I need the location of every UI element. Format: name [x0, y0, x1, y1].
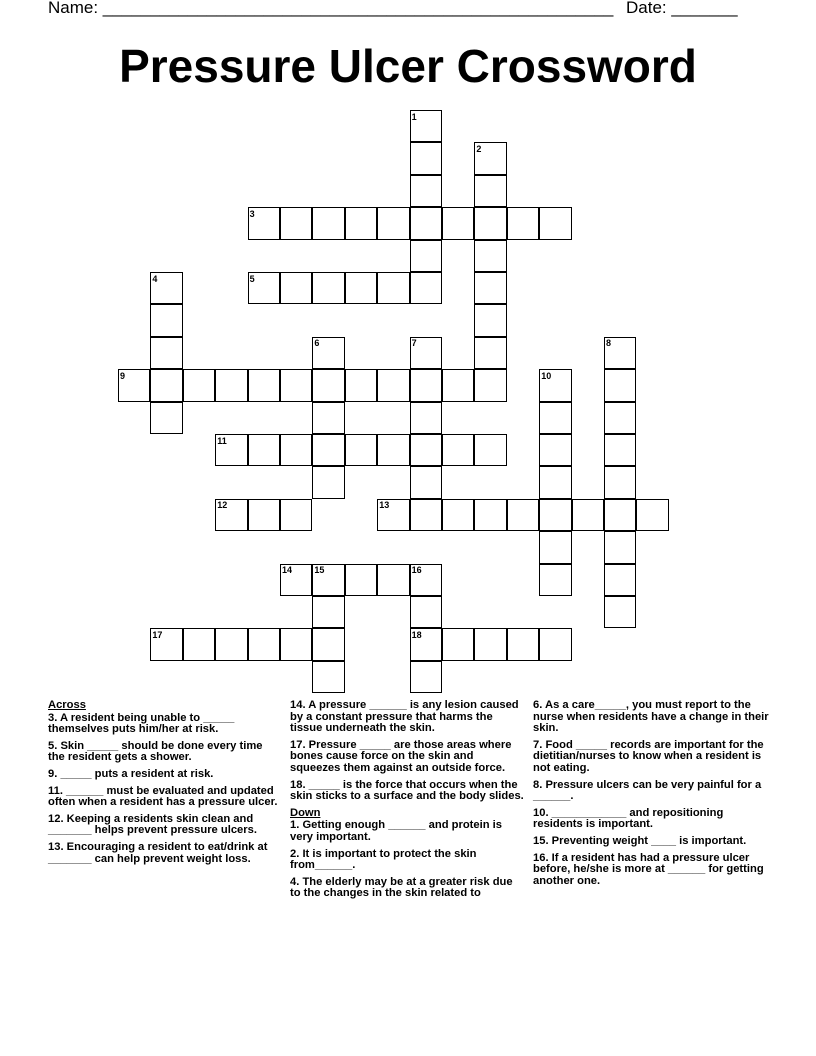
crossword-cell[interactable] [312, 272, 344, 304]
crossword-cell[interactable] [604, 402, 636, 434]
crossword-cell[interactable] [604, 564, 636, 596]
crossword-cell[interactable] [280, 434, 312, 466]
clue-number-label: 11 [217, 435, 227, 446]
crossword-cell[interactable] [150, 402, 182, 434]
clue-number-label: 18 [411, 629, 422, 640]
crossword-cell[interactable] [410, 369, 442, 401]
crossword-cell[interactable] [539, 564, 571, 596]
crossword-cell[interactable] [377, 434, 409, 466]
crossword-cell[interactable] [604, 434, 636, 466]
crossword-cell[interactable] [312, 596, 344, 628]
crossword-cell[interactable] [377, 272, 409, 304]
crossword-cell[interactable] [572, 499, 604, 531]
crossword-cell[interactable] [604, 466, 636, 498]
crossword-cell[interactable] [377, 564, 409, 596]
crossword-cell[interactable] [150, 337, 182, 369]
crossword-cell[interactable] [474, 175, 506, 207]
clue-text: 2. It is important to protect the skin from______. [290, 847, 477, 872]
crossword-cell[interactable] [410, 175, 442, 207]
crossword-cell[interactable] [442, 499, 474, 531]
crossword-cell[interactable] [248, 434, 280, 466]
crossword-cell[interactable] [377, 369, 409, 401]
crossword-cell[interactable] [410, 466, 442, 498]
crossword-cell[interactable] [345, 434, 377, 466]
crossword-cell[interactable] [312, 434, 344, 466]
crossword-cell[interactable] [507, 499, 539, 531]
crossword-cell[interactable] [539, 402, 571, 434]
crossword-cell[interactable] [280, 499, 312, 531]
clue-number-label: 13 [379, 500, 390, 511]
clue-text: 6. As a care_____, you must report to the nurse when residents have a change in their skin. [533, 699, 769, 735]
crossword-cell[interactable] [183, 369, 215, 401]
crossword-cell[interactable] [442, 628, 474, 660]
crossword-cell[interactable] [410, 402, 442, 434]
crossword-cell[interactable] [248, 628, 280, 660]
date-field-line[interactable]: Date: _______ [626, 0, 738, 17]
crossword-cell[interactable] [345, 369, 377, 401]
crossword-cell[interactable] [248, 369, 280, 401]
crossword-cell[interactable] [539, 207, 571, 239]
crossword-cell[interactable] [280, 369, 312, 401]
crossword-cell[interactable] [507, 628, 539, 660]
crossword-cell[interactable] [539, 499, 571, 531]
crossword-cell[interactable] [312, 402, 344, 434]
crossword-cell[interactable] [604, 369, 636, 401]
clue-number-label: 6 [314, 338, 320, 349]
crossword-cell[interactable] [312, 661, 344, 693]
clue-column-2 [290, 700, 524, 905]
crossword-cell[interactable] [410, 434, 442, 466]
crossword-cell[interactable] [150, 304, 182, 336]
crossword-cell[interactable] [183, 628, 215, 660]
clue-text: 18. _____ is the force that occurs when the skin sticks to a surface and the body slides. [290, 778, 524, 803]
crossword-cell[interactable] [150, 369, 182, 401]
crossword-cell[interactable] [442, 369, 474, 401]
crossword-cell[interactable] [474, 499, 506, 531]
clue-number-label: 9 [120, 370, 126, 381]
clue-section-heading: Down [290, 806, 321, 819]
crossword-cell[interactable] [474, 304, 506, 336]
clue-number-label: 16 [411, 565, 422, 576]
crossword-cell[interactable] [377, 207, 409, 239]
crossword-cell[interactable] [507, 207, 539, 239]
crossword-cell[interactable] [410, 661, 442, 693]
clue-text: 3. A resident being unable to _____ themselves puts him/her at risk. [48, 711, 235, 736]
crossword-cell[interactable] [312, 466, 344, 498]
crossword-cell[interactable] [410, 596, 442, 628]
clue-text: 1. Getting enough ______ and protein is very important. [290, 819, 502, 843]
clue-text: 12. Keeping a residents skin clean and _______ helps prevent pressure ulcers. [48, 812, 257, 837]
crossword-cell[interactable] [248, 499, 280, 531]
page-title: Pressure Ulcer Crossword [119, 40, 697, 92]
crossword-cell[interactable] [312, 628, 344, 660]
clue-text: 17. Pressure _____ are those areas where bones cause force on the skin and squeezes them against an outside force. [290, 738, 512, 774]
clue-text: 9. _____ puts a resident at risk. [48, 767, 214, 780]
clue-section-heading: Across [48, 699, 86, 711]
crossword-cell[interactable] [345, 207, 377, 239]
clue-column-3 [533, 700, 769, 892]
clue-text: 7. Food _____ records are important for the dietitian/nurses to know when a resident is not eating. [533, 738, 764, 774]
clue-number-label: 1 [411, 111, 417, 122]
clue-column-1 [48, 700, 280, 870]
clue-text: 15. Preventing weight ____ is important. [533, 834, 747, 847]
crossword-cell[interactable] [604, 596, 636, 628]
crossword-cell[interactable] [474, 240, 506, 272]
crossword-cell[interactable] [474, 272, 506, 304]
clue-text: 11. ______ must be evaluated and updated often when a resident has a pressure ulcer. [48, 784, 278, 809]
crossword-cell[interactable] [410, 240, 442, 272]
crossword-cell[interactable] [474, 434, 506, 466]
crossword-cell[interactable] [604, 531, 636, 563]
clue-text: 13. Encouraging a resident to eat/drink at _______ can help prevent weight loss. [48, 840, 268, 865]
clue-number-label: 17 [152, 629, 163, 640]
clue-number-label: 10 [541, 370, 552, 381]
crossword-cell[interactable] [280, 628, 312, 660]
clue-text: 4. The elderly may be at a greater risk due to the changes in the skin related to [290, 875, 513, 900]
crossword-cell[interactable] [474, 207, 506, 239]
clue-number-label: 7 [411, 338, 417, 349]
name-field-line[interactable]: Name: ______________________________________________________ [48, 0, 614, 17]
clue-number-label: 8 [606, 338, 612, 349]
crossword-cell[interactable] [474, 369, 506, 401]
crossword-cell[interactable] [280, 272, 312, 304]
crossword-cell[interactable] [442, 434, 474, 466]
crossword-cell[interactable] [539, 466, 571, 498]
crossword-cell[interactable] [410, 142, 442, 174]
crossword-cell[interactable] [215, 628, 247, 660]
clue-text: 5. Skin _____ should be done every time the resident gets a shower. [48, 739, 263, 764]
clue-text: 8. Pressure ulcers can be very painful for a ______. [533, 778, 762, 803]
clue-number-label: 5 [249, 273, 255, 284]
clue-text: 16. If a resident has had a pressure ulcer before, he/she is more at ______ for getting another one. [533, 851, 764, 887]
clue-number-label: 14 [282, 565, 293, 576]
crossword-cell[interactable] [410, 207, 442, 239]
crossword-cell[interactable] [345, 272, 377, 304]
crossword-cell[interactable] [280, 207, 312, 239]
crossword-cell[interactable] [312, 369, 344, 401]
crossword-cell[interactable] [539, 531, 571, 563]
crossword-cell[interactable] [215, 369, 247, 401]
crossword-cell[interactable] [312, 207, 344, 239]
clue-number-label: 12 [217, 500, 228, 511]
clue-number-label: 4 [152, 273, 158, 284]
clue-number-label: 3 [249, 208, 255, 219]
crossword-cell[interactable] [345, 564, 377, 596]
clue-text: 14. A pressure ______ is any lesion caused by a constant pressure that harms the tissue underneath the skin. [290, 699, 519, 735]
crossword-cell[interactable] [474, 628, 506, 660]
crossword-cell[interactable] [442, 207, 474, 239]
crossword-cell[interactable] [636, 499, 668, 531]
clue-number-label: 2 [476, 143, 482, 154]
crossword-cell[interactable] [539, 434, 571, 466]
clue-number-label: 15 [314, 565, 325, 576]
crossword-cell[interactable] [410, 499, 442, 531]
crossword-cell[interactable] [410, 272, 442, 304]
crossword-cell[interactable] [539, 628, 571, 660]
crossword-cell[interactable] [604, 499, 636, 531]
clue-text: 10. ____________ and repositioning residents is important. [533, 806, 724, 831]
crossword-cell[interactable] [474, 337, 506, 369]
